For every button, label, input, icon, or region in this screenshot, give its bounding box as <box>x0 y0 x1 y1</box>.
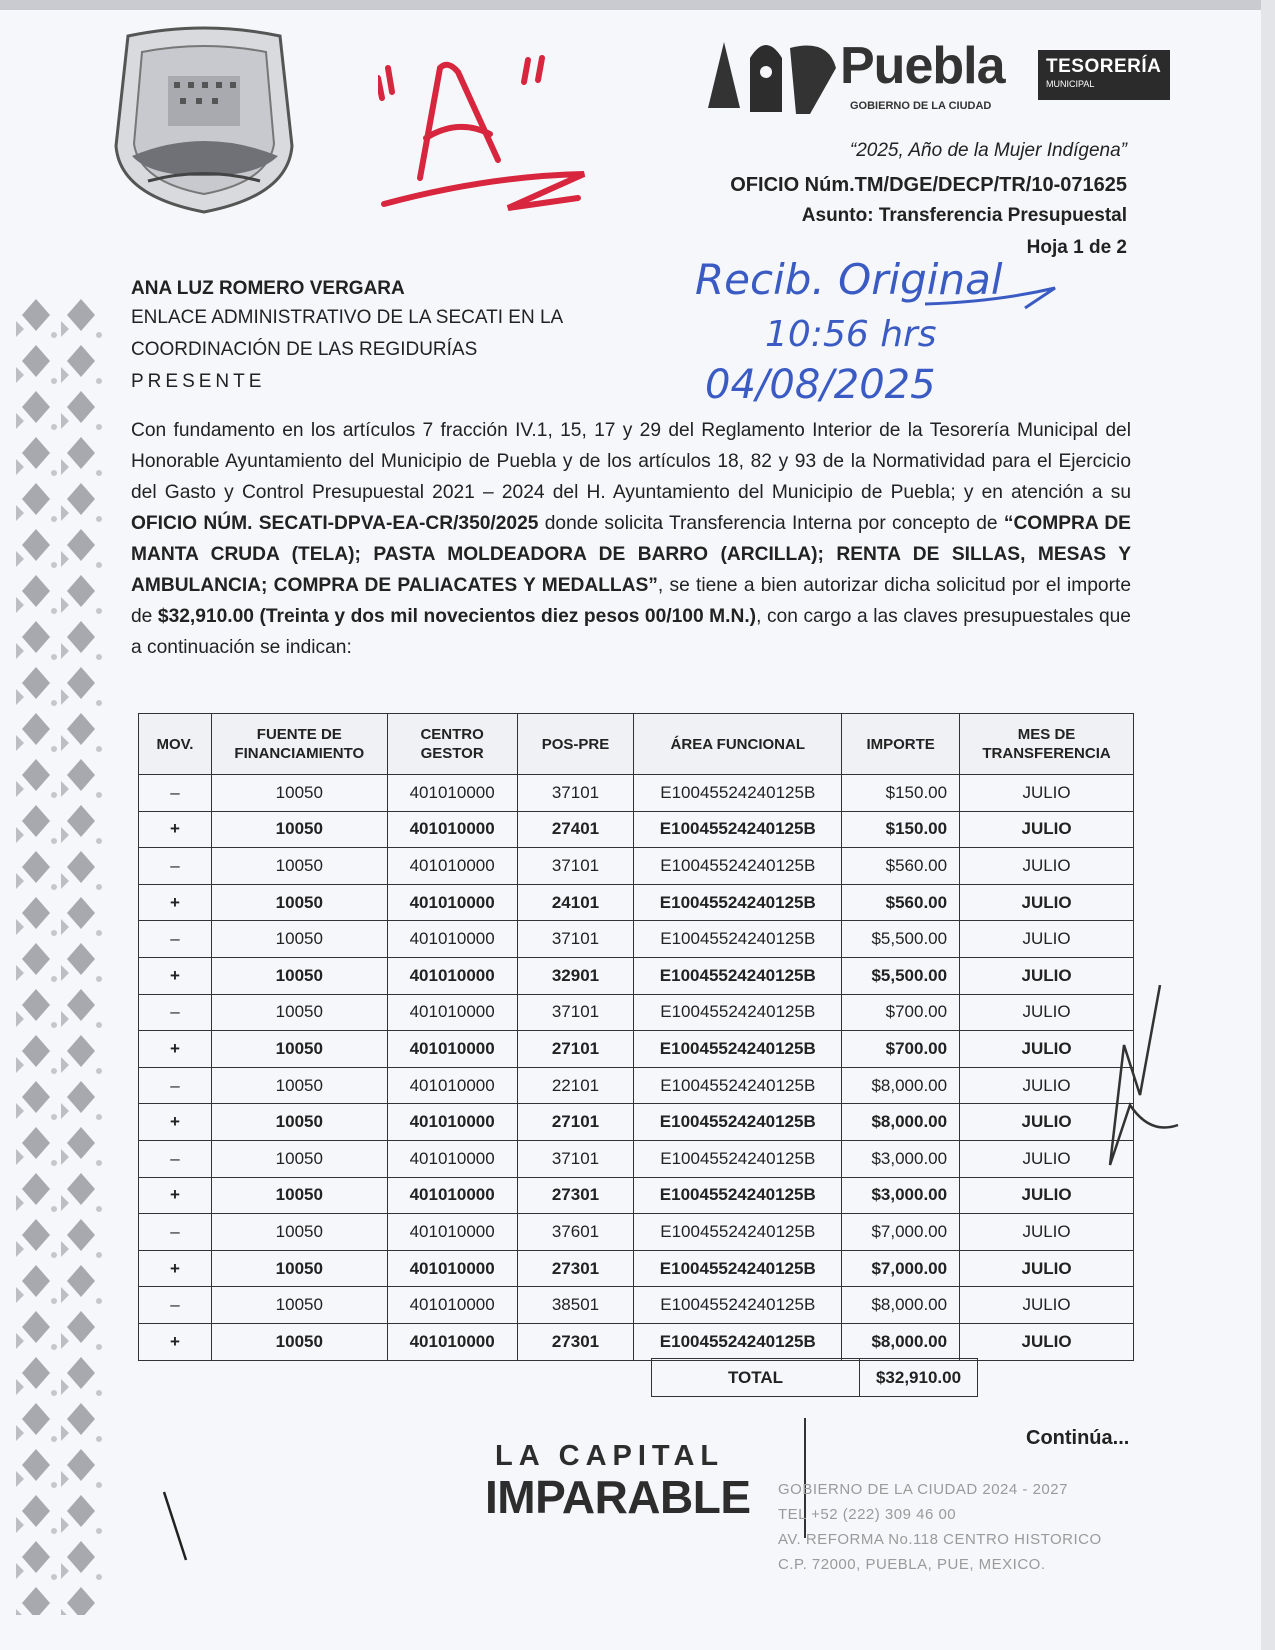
cell-mov: + <box>139 811 212 848</box>
body-text-2: donde solicita Transferencia Interna por concepto de <box>538 513 1004 534</box>
table-row <box>139 884 1134 921</box>
cell-importe: $560.00 <box>842 848 960 885</box>
logo-pictograms-icon <box>700 28 840 118</box>
cell-pospre: 27101 <box>517 1031 634 1068</box>
table-row <box>139 1140 1134 1177</box>
cell-pospre: 22101 <box>517 1067 634 1104</box>
cell-centro: 401010000 <box>387 848 517 885</box>
table-row <box>139 1214 1134 1251</box>
header-fuente: FUENTE DE FINANCIAMIENTO <box>211 714 387 775</box>
cell-centro: 401010000 <box>387 1250 517 1287</box>
cell-mes: JULIO <box>960 957 1134 994</box>
cell-importe: $3,000.00 <box>842 1140 960 1177</box>
header-area: ÁREA FUNCIONAL <box>634 714 842 775</box>
footer-address-4: C.P. 72000, PUEBLA, PUE, MEXICO. <box>778 1556 1046 1573</box>
cell-area: E10045524240125B <box>634 848 842 885</box>
table-row <box>139 957 1134 994</box>
cell-mes: JULIO <box>960 921 1134 958</box>
footer-address-1: GOBIERNO DE LA CIUDAD 2024 - 2027 <box>778 1481 1068 1498</box>
cell-area: E10045524240125B <box>634 1104 842 1141</box>
cell-area: E10045524240125B <box>634 1067 842 1104</box>
cell-importe: $7,000.00 <box>842 1214 960 1251</box>
cell-pospre: 37101 <box>517 848 634 885</box>
header-mes: MES DE TRANSFERENCIA <box>960 714 1134 775</box>
receipt-line-1: Recib. Original <box>695 255 1003 304</box>
cell-area: E10045524240125B <box>634 994 842 1031</box>
scan-top-edge <box>0 0 1275 10</box>
cell-mes: JULIO <box>960 1287 1134 1324</box>
cell-centro: 401010000 <box>387 957 517 994</box>
cell-mov: – <box>139 848 212 885</box>
cell-fuente: 10050 <box>211 1031 387 1068</box>
table-row <box>139 775 1134 812</box>
cell-fuente: 10050 <box>211 1323 387 1360</box>
cell-area: E10045524240125B <box>634 957 842 994</box>
table-row <box>139 1031 1134 1068</box>
cell-mes: JULIO <box>960 811 1134 848</box>
cell-mes: JULIO <box>960 1250 1134 1287</box>
cell-pospre: 27101 <box>517 1104 634 1141</box>
table-row <box>139 811 1134 848</box>
cell-fuente: 10050 <box>211 1287 387 1324</box>
cell-pospre: 27301 <box>517 1323 634 1360</box>
cell-pospre: 32901 <box>517 957 634 994</box>
footer-address-2: TEL +52 (222) 309 46 00 <box>778 1506 957 1523</box>
body-text-1: Con fundamento en los artículos 7 fracción IV.1, 15, 17 y 29 del Reglamento Interior de la Tesorería Municipal del Honorable Ayuntamiento del Municipio de Puebla y de los artículos 18, 82 y 93 de la Normatividad para el Ejercicio del Gasto y Control Presupuestal 2021 – 2024 del H. Ayuntamiento del Municipio de Puebla; y en atención a su <box>131 420 1131 503</box>
cell-fuente: 10050 <box>211 1140 387 1177</box>
header-pospre: POS-PRE <box>517 714 634 775</box>
total-value: $32,910.00 <box>860 1359 978 1397</box>
cell-area: E10045524240125B <box>634 1323 842 1360</box>
oficio-number: OFICIO Núm.TM/DGE/DECP/TR/10-071625 <box>730 174 1127 196</box>
table-row <box>139 1287 1134 1324</box>
cell-mov: + <box>139 957 212 994</box>
cell-centro: 401010000 <box>387 921 517 958</box>
cell-importe: $150.00 <box>842 775 960 812</box>
cell-pospre: 24101 <box>517 884 634 921</box>
cell-pospre: 37101 <box>517 775 634 812</box>
page-counter: Hoja 1 de 2 <box>1026 237 1127 258</box>
cell-mes: JULIO <box>960 1104 1134 1141</box>
oficio-reference: OFICIO NÚM. SECATI-DPVA-EA-CR/350/2025 <box>131 513 539 534</box>
slogan-line-1: LA CAPITAL <box>495 1440 725 1472</box>
receipt-line-2: 10:56 hrs <box>765 314 937 355</box>
cell-mov: – <box>139 1287 212 1324</box>
cell-mov: – <box>139 1214 212 1251</box>
table-row <box>139 1104 1134 1141</box>
cell-fuente: 10050 <box>211 1250 387 1287</box>
cell-mes: JULIO <box>960 1067 1134 1104</box>
tesoreria-label: TESORERÍA <box>1046 56 1162 77</box>
concept-text: “COMPRA DE MANTA CRUDA (TELA); PASTA MOLDEADORA DE BARRO (ARCILLA); RENTA DE SILLAS, MESAS Y AMBULANCIA; COMPRA DE PALIACATES Y MEDALLAS” <box>131 513 1131 596</box>
header-mov: MOV. <box>139 714 212 775</box>
tesoreria-badge <box>1035 50 1170 100</box>
logo-subtitle: GOBIERNO DE LA CIUDAD <box>850 100 992 112</box>
cell-mes: JULIO <box>960 884 1134 921</box>
cell-fuente: 10050 <box>211 1067 387 1104</box>
cell-mes: JULIO <box>960 994 1134 1031</box>
cell-pospre: 37601 <box>517 1214 634 1251</box>
cell-area: E10045524240125B <box>634 1031 842 1068</box>
cell-fuente: 10050 <box>211 994 387 1031</box>
cell-pospre: 37101 <box>517 994 634 1031</box>
cell-area: E10045524240125B <box>634 884 842 921</box>
cell-centro: 401010000 <box>387 1140 517 1177</box>
budget-table <box>138 713 1134 1361</box>
continues-note: Continúa... <box>1026 1427 1130 1449</box>
scan-right-edge <box>1261 0 1275 1650</box>
cell-pospre: 27301 <box>517 1250 634 1287</box>
cell-centro: 401010000 <box>387 1067 517 1104</box>
footer-slogan-logo <box>455 1440 795 1530</box>
table-row <box>139 994 1134 1031</box>
body-text-3: , se tiene a bien autorizar dicha solicitud por el importe de <box>131 575 1131 627</box>
table-row <box>139 1250 1134 1287</box>
decorative-border-pattern <box>14 295 104 1615</box>
cell-area: E10045524240125B <box>634 1214 842 1251</box>
receipt-handwriting <box>695 248 1085 413</box>
cell-importe: $8,000.00 <box>842 1067 960 1104</box>
cell-fuente: 10050 <box>211 1104 387 1141</box>
cell-importe: $5,500.00 <box>842 957 960 994</box>
cell-fuente: 10050 <box>211 811 387 848</box>
cell-pospre: 37101 <box>517 921 634 958</box>
addressee-name: ANA LUZ ROMERO VERGARA <box>131 278 405 299</box>
cell-importe: $700.00 <box>842 1031 960 1068</box>
cell-fuente: 10050 <box>211 1177 387 1214</box>
table-header-row <box>139 714 1134 775</box>
subject-line: Asunto: Transferencia Presupuestal <box>801 205 1127 226</box>
header-centro: CENTRO GESTOR <box>387 714 517 775</box>
cell-importe: $700.00 <box>842 994 960 1031</box>
cell-importe: $8,000.00 <box>842 1323 960 1360</box>
cell-mov: + <box>139 1250 212 1287</box>
cell-importe: $560.00 <box>842 884 960 921</box>
municipal-label: MUNICIPAL <box>1046 79 1095 89</box>
footer-address-3: AV. REFORMA No.118 CENTRO HISTORICO <box>778 1531 1102 1548</box>
cell-centro: 401010000 <box>387 1031 517 1068</box>
addressee-title-2: COORDINACIÓN DE LAS REGIDURÍAS <box>131 339 478 360</box>
cell-importe: $5,500.00 <box>842 921 960 958</box>
cell-mov: – <box>139 1140 212 1177</box>
cell-centro: 401010000 <box>387 1287 517 1324</box>
cell-mov: + <box>139 1031 212 1068</box>
cell-centro: 401010000 <box>387 811 517 848</box>
cell-pospre: 38501 <box>517 1287 634 1324</box>
slogan-line-2: IMPARABLE <box>485 1471 751 1523</box>
table-row <box>139 1177 1134 1214</box>
total-row <box>652 1359 978 1397</box>
cell-fuente: 10050 <box>211 957 387 994</box>
body-paragraph <box>131 415 1131 663</box>
cell-mes: JULIO <box>960 1031 1134 1068</box>
cell-area: E10045524240125B <box>634 811 842 848</box>
cell-mov: + <box>139 1104 212 1141</box>
header-importe: IMPORTE <box>842 714 960 775</box>
cell-area: E10045524240125B <box>634 1250 842 1287</box>
cell-mes: JULIO <box>960 1214 1134 1251</box>
municipal-seal <box>108 26 300 216</box>
cell-centro: 401010000 <box>387 1104 517 1141</box>
cell-centro: 401010000 <box>387 775 517 812</box>
addressee-title-1: ENLACE ADMINISTRATIVO DE LA SECATI EN LA <box>131 307 564 328</box>
addressee-presente: PRESENTE <box>131 371 266 392</box>
puebla-logo <box>700 28 1170 118</box>
cell-fuente: 10050 <box>211 775 387 812</box>
cell-fuente: 10050 <box>211 884 387 921</box>
cell-centro: 401010000 <box>387 1323 517 1360</box>
cell-pospre: 27401 <box>517 811 634 848</box>
total-box <box>651 1358 978 1397</box>
cell-area: E10045524240125B <box>634 1140 842 1177</box>
cell-centro: 401010000 <box>387 884 517 921</box>
table-row <box>139 1067 1134 1104</box>
cell-area: E10045524240125B <box>634 1287 842 1324</box>
cell-mov: + <box>139 1177 212 1214</box>
signature <box>1090 985 1180 1185</box>
table-row <box>139 1323 1134 1360</box>
cell-pospre: 37101 <box>517 1140 634 1177</box>
body-text-4: , con cargo a las claves presupuestales que a continuación se indican: <box>131 606 1131 658</box>
receipt-line-3: 04/08/2025 <box>705 362 936 408</box>
cell-mov: – <box>139 921 212 958</box>
cell-importe: $8,000.00 <box>842 1287 960 1324</box>
cell-fuente: 10050 <box>211 848 387 885</box>
table-row <box>139 921 1134 958</box>
cell-mov: + <box>139 1323 212 1360</box>
cell-mov: – <box>139 775 212 812</box>
cell-mov: + <box>139 884 212 921</box>
pen-mark <box>160 1490 200 1570</box>
red-handwritten-mark <box>378 48 628 238</box>
cell-mes: JULIO <box>960 848 1134 885</box>
logo-wordmark: Puebla <box>840 37 1005 95</box>
cell-mes: JULIO <box>960 1140 1134 1177</box>
cell-importe: $8,000.00 <box>842 1104 960 1141</box>
cell-mes: JULIO <box>960 1177 1134 1214</box>
cell-centro: 401010000 <box>387 994 517 1031</box>
cell-fuente: 10050 <box>211 921 387 958</box>
cell-mes: JULIO <box>960 1323 1134 1360</box>
cell-mov: – <box>139 1067 212 1104</box>
amount-text: $32,910.00 (Treinta y dos mil novecientos diez pesos 00/100 M.N.) <box>157 606 757 627</box>
cell-area: E10045524240125B <box>634 1177 842 1214</box>
year-motto: “2025, Año de la Mujer Indígena” <box>849 140 1127 161</box>
cell-importe: $3,000.00 <box>842 1177 960 1214</box>
cell-area: E10045524240125B <box>634 775 842 812</box>
cell-pospre: 27301 <box>517 1177 634 1214</box>
cell-mes: JULIO <box>960 775 1134 812</box>
cell-fuente: 10050 <box>211 1214 387 1251</box>
cell-mov: – <box>139 994 212 1031</box>
table-row <box>139 848 1134 885</box>
cell-area: E10045524240125B <box>634 921 842 958</box>
cell-centro: 401010000 <box>387 1177 517 1214</box>
cell-importe: $7,000.00 <box>842 1250 960 1287</box>
total-label: TOTAL <box>652 1359 860 1397</box>
cell-importe: $150.00 <box>842 811 960 848</box>
cell-centro: 401010000 <box>387 1214 517 1251</box>
